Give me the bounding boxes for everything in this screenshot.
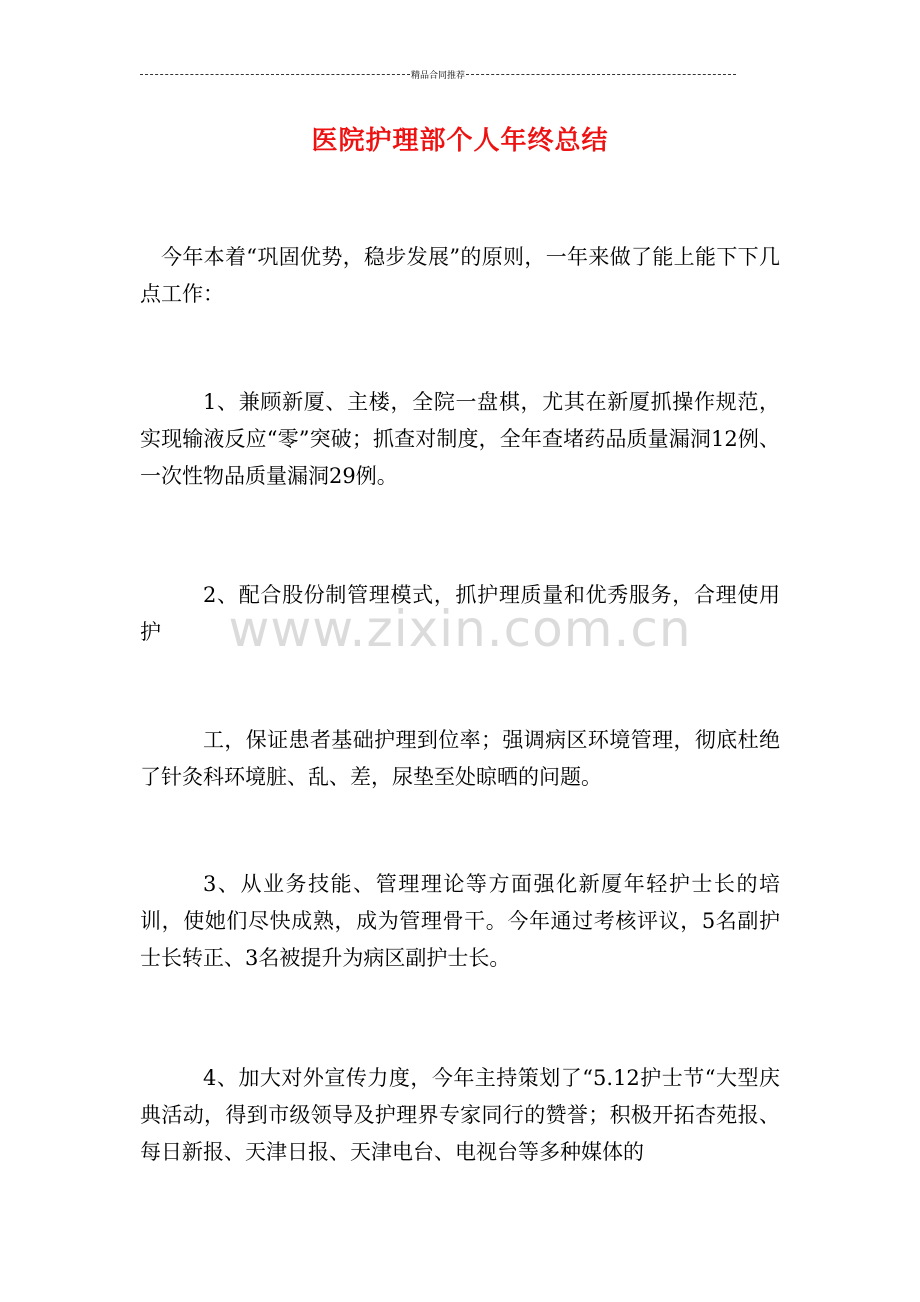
header-dash-left — [140, 74, 410, 75]
watermark-text: www.zixin.com.cn — [228, 600, 692, 658]
paragraph-intro: 今年本着“巩固优势，稳步发展”的原则，一年来做了能上能下下几点工作： — [140, 245, 780, 306]
paragraph-item-2-continued: 工，保证患者基础护理到位率；强调病区环境管理，彻底杜绝了针灸科环境脏、乱、差，尿垫至处晾晒的问题。 — [140, 728, 780, 789]
header-rule — [140, 66, 736, 82]
paragraph-item-4: 4、加大对外宣传力度，今年主持策划了“5.12护士节“大型庆典活动，得到市级领导及护理界专家同行的赞誉；积极开拓杏苑报、每日新报、天津日报、天津电台、电视台等多种媒体的 — [140, 1066, 780, 1164]
paragraph-item-3: 3、从业务技能、管理理论等方面强化新厦年轻护士长的培训，使她们尽快成熟，成为管理骨干。今年通过考核评议，5名副护士长转正、3名被提升为病区副护士长。 — [140, 872, 780, 970]
header-label: 精品合同推荐 — [411, 70, 466, 81]
header-dash-right — [466, 74, 736, 75]
paragraph-item-1: 1、兼顾新厦、主楼，全院一盘棋，尤其在新厦抓操作规范，实现输液反应“零”突破；抓查对制度，全年查堵药品质量漏洞12例、一次性物品质量漏洞29例。 — [140, 390, 780, 488]
paragraph-item-2: 2、配合股份制管理模式，抓护理质量和优秀服务，合理使用护 — [140, 583, 780, 644]
document-title: 医院护理部个人年终总结 — [311, 126, 609, 156]
